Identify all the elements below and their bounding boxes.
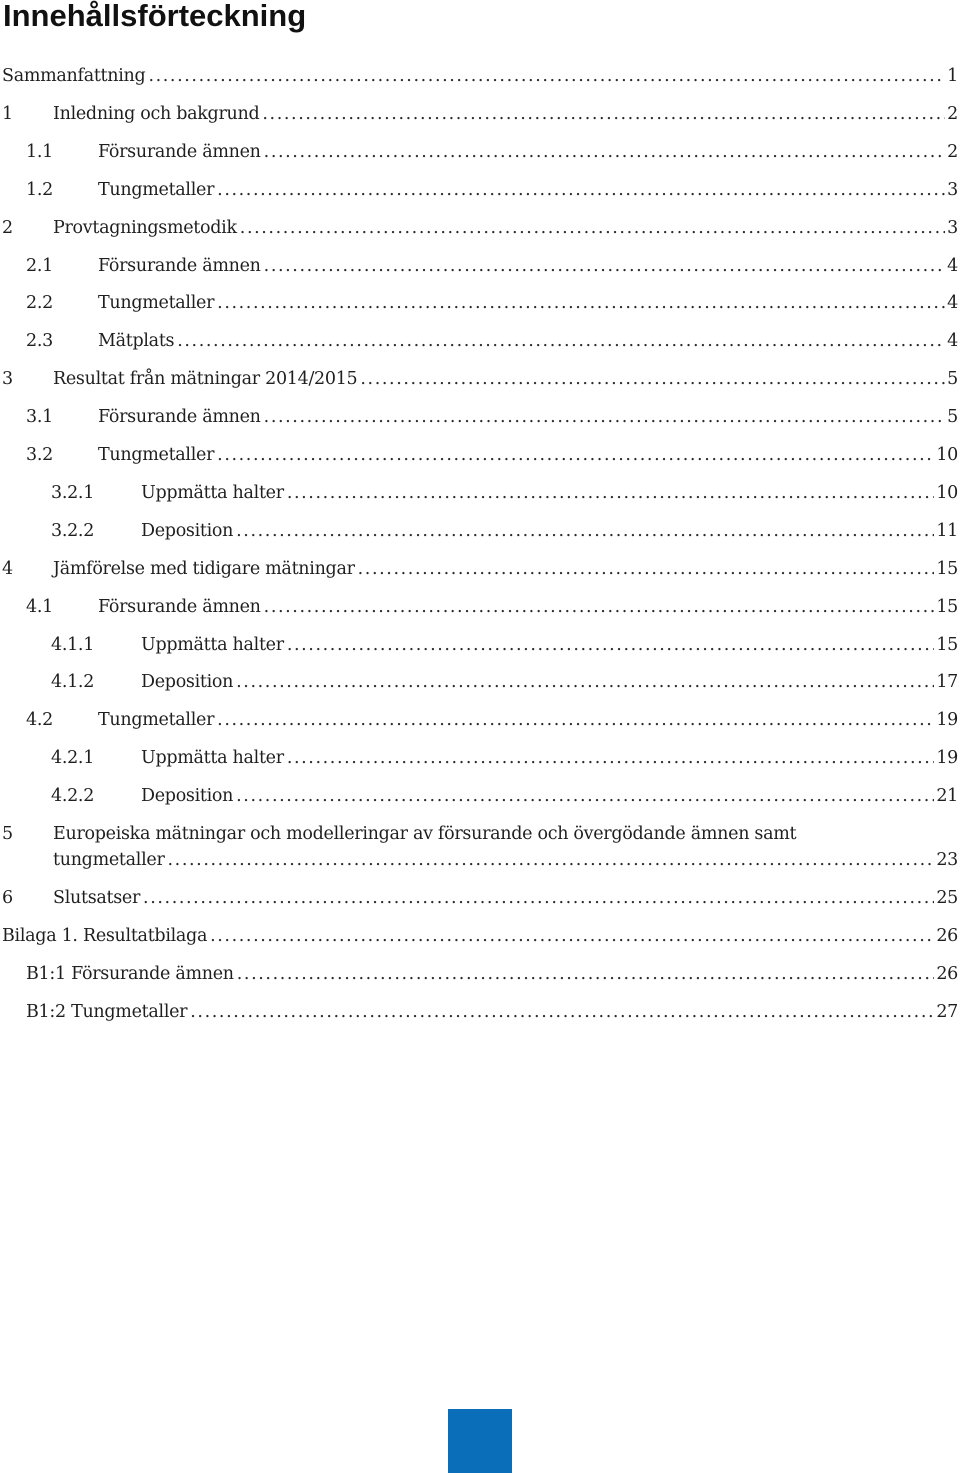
toc-entry[interactable] bbox=[0, 402, 960, 432]
toc-entry-title: Europeiska mätningar och modelleringar av försurande och övergödande ämnen samt bbox=[53, 824, 797, 844]
toc-entry-number: 1 bbox=[2, 103, 13, 124]
toc-entry-page: 17 bbox=[936, 672, 958, 693]
toc-entry-page: 10 bbox=[936, 482, 958, 503]
toc-entry[interactable] bbox=[0, 175, 960, 205]
toc-entry-page: 2 bbox=[947, 103, 958, 124]
toc-entry-number: 2.1 bbox=[26, 255, 53, 276]
toc-entry-number: 4.2.2 bbox=[51, 786, 95, 807]
dot-leader bbox=[217, 705, 934, 735]
toc-entry-page: 11 bbox=[936, 520, 958, 541]
toc-entry-page: 2 bbox=[947, 141, 958, 162]
toc-entry[interactable] bbox=[0, 137, 960, 167]
dot-leader bbox=[236, 667, 934, 697]
dot-leader bbox=[236, 516, 934, 546]
dot-leader bbox=[143, 883, 934, 913]
toc-entry-page: 19 bbox=[936, 748, 958, 769]
toc-entry-title: Sammanfattning bbox=[2, 61, 148, 91]
toc-entry-title: Mätplats bbox=[98, 326, 177, 356]
toc-entry[interactable] bbox=[0, 959, 960, 989]
toc-entry-title: Tungmetaller bbox=[98, 175, 217, 205]
toc-entry-number: 6 bbox=[2, 887, 13, 908]
dot-leader bbox=[236, 781, 934, 811]
toc-entry[interactable] bbox=[0, 997, 960, 1027]
toc-entry-number: 2.2 bbox=[26, 293, 53, 314]
toc-entry-title: Försurande ämnen bbox=[98, 402, 264, 432]
dot-leader bbox=[168, 845, 935, 875]
toc-entry-page: 5 bbox=[947, 407, 958, 428]
toc-entry-title: Uppmätta halter bbox=[141, 743, 287, 773]
toc-entry-page: 23 bbox=[936, 850, 958, 870]
toc-entry-number: 3.1 bbox=[26, 407, 53, 428]
dot-leader bbox=[287, 743, 935, 773]
toc-entry-title: Tungmetaller bbox=[98, 440, 217, 470]
toc-entry-page: 3 bbox=[947, 217, 958, 238]
toc-entry-number: 4.2.1 bbox=[51, 748, 95, 769]
toc-entry-title: Försurande ämnen bbox=[98, 251, 264, 281]
toc-entry[interactable] bbox=[0, 251, 960, 281]
toc-entry[interactable] bbox=[0, 883, 960, 913]
toc-entry-page: 26 bbox=[936, 963, 958, 984]
toc-entry-page: 4 bbox=[947, 293, 958, 314]
toc-entry-title: B1:1 Försurande ämnen bbox=[26, 959, 237, 989]
toc-entry[interactable] bbox=[0, 592, 960, 622]
toc-entry-number: 5 bbox=[2, 824, 13, 844]
toc-entry-title: Provtagningsmetodik bbox=[53, 213, 240, 243]
dot-leader bbox=[217, 440, 934, 470]
dot-leader bbox=[190, 997, 934, 1027]
toc-entry-number: 1.1 bbox=[26, 141, 53, 162]
toc-entry-title: B1:2 Tungmetaller bbox=[26, 997, 190, 1027]
toc-entry[interactable] bbox=[0, 288, 960, 318]
toc-entry-title: Deposition bbox=[141, 516, 236, 546]
toc-entry-page: 3 bbox=[947, 179, 958, 200]
toc-entry[interactable] bbox=[0, 554, 960, 584]
dot-leader bbox=[148, 61, 945, 91]
toc-entry-title: Uppmätta halter bbox=[141, 478, 287, 508]
toc-entry-title: Inledning och bakgrund bbox=[53, 99, 262, 129]
toc-entry-title: Jämförelse med tidigare mätningar bbox=[53, 554, 358, 584]
toc-entry-number: 3.2 bbox=[26, 445, 53, 465]
toc-entry[interactable] bbox=[0, 213, 960, 243]
dot-leader bbox=[264, 137, 946, 167]
toc-entry[interactable] bbox=[0, 781, 960, 811]
toc-entry-title: Försurande ämnen bbox=[98, 592, 264, 622]
dot-leader bbox=[287, 630, 935, 660]
toc-entry[interactable] bbox=[0, 921, 960, 951]
toc-entry-number: 1.2 bbox=[26, 179, 53, 200]
toc-entry-page: 19 bbox=[936, 710, 958, 731]
toc-entry[interactable] bbox=[0, 667, 960, 697]
toc-entry-title-continued: tungmetaller bbox=[53, 845, 168, 875]
toc-entry-page: 21 bbox=[936, 786, 958, 807]
toc-entry-page: 5 bbox=[947, 369, 958, 390]
toc-entry-title: Uppmätta halter bbox=[141, 630, 287, 660]
toc-entry-title: Bilaga 1. Resultatbilaga bbox=[2, 921, 210, 951]
toc-entry-number: 4.1 bbox=[26, 596, 53, 617]
toc-entry[interactable] bbox=[0, 440, 960, 470]
dot-leader bbox=[358, 554, 935, 584]
toc-entry-page: 26 bbox=[936, 925, 958, 946]
toc-entry[interactable] bbox=[0, 478, 960, 508]
toc-entry-page: 25 bbox=[936, 887, 958, 908]
dot-leader bbox=[177, 326, 945, 356]
dot-leader bbox=[217, 288, 945, 318]
toc-entry-number: 4 bbox=[2, 558, 13, 579]
toc-entry-page: 1 bbox=[947, 66, 958, 86]
toc-entry[interactable] bbox=[0, 743, 960, 773]
toc-entry-page: 4 bbox=[947, 255, 958, 276]
toc-entry[interactable] bbox=[0, 99, 960, 129]
toc-entry-page: 4 bbox=[947, 331, 958, 352]
toc-entry[interactable] bbox=[0, 705, 960, 735]
toc-entry-page: 10 bbox=[936, 445, 958, 465]
toc-entry-number: 4.2 bbox=[26, 710, 53, 731]
dot-leader bbox=[287, 478, 935, 508]
dot-leader bbox=[264, 402, 946, 432]
toc-entry-title: Tungmetaller bbox=[98, 705, 217, 735]
dot-leader bbox=[262, 99, 945, 129]
dot-leader bbox=[217, 175, 945, 205]
toc-entry-page: 15 bbox=[936, 634, 958, 655]
toc-entry-page: 15 bbox=[936, 596, 958, 617]
toc-entry-title: Tungmetaller bbox=[98, 288, 217, 318]
toc-entry-number: 2 bbox=[2, 217, 13, 238]
toc-entry-title: Slutsatser bbox=[53, 883, 143, 913]
toc-entry-number: 4.1.1 bbox=[51, 634, 95, 655]
toc-entry-number: 4.1.2 bbox=[51, 672, 95, 693]
toc-entry-title: Deposition bbox=[141, 781, 236, 811]
toc-entry-title: Resultat från mätningar 2014/2015 bbox=[53, 364, 360, 394]
toc-entry[interactable] bbox=[0, 630, 960, 660]
toc-entry-number: 3.2.2 bbox=[51, 520, 95, 541]
toc-entry[interactable] bbox=[0, 61, 960, 91]
toc-entry-page: 15 bbox=[936, 558, 958, 579]
dot-leader bbox=[210, 921, 934, 951]
dot-leader bbox=[264, 251, 946, 281]
toc-entry[interactable] bbox=[0, 516, 960, 546]
page-title: Innehållsförteckning bbox=[3, 0, 307, 33]
toc-entry-number: 3 bbox=[2, 369, 13, 390]
toc-entry-title: Försurande ämnen bbox=[98, 137, 264, 167]
toc-entry[interactable] bbox=[0, 364, 960, 394]
dot-leader bbox=[360, 364, 945, 394]
dot-leader bbox=[237, 959, 935, 989]
toc-entry[interactable] bbox=[0, 326, 960, 356]
toc-entry-number: 2.3 bbox=[26, 331, 53, 352]
dot-leader bbox=[264, 592, 935, 622]
toc-entry-page: 27 bbox=[936, 1001, 958, 1022]
toc-entry-number: 3.2.1 bbox=[51, 482, 95, 503]
footer-logo-mark bbox=[448, 1409, 512, 1473]
dot-leader bbox=[240, 213, 945, 243]
toc-entry[interactable] bbox=[0, 819, 960, 870]
toc-entry-title: Deposition bbox=[141, 667, 236, 697]
